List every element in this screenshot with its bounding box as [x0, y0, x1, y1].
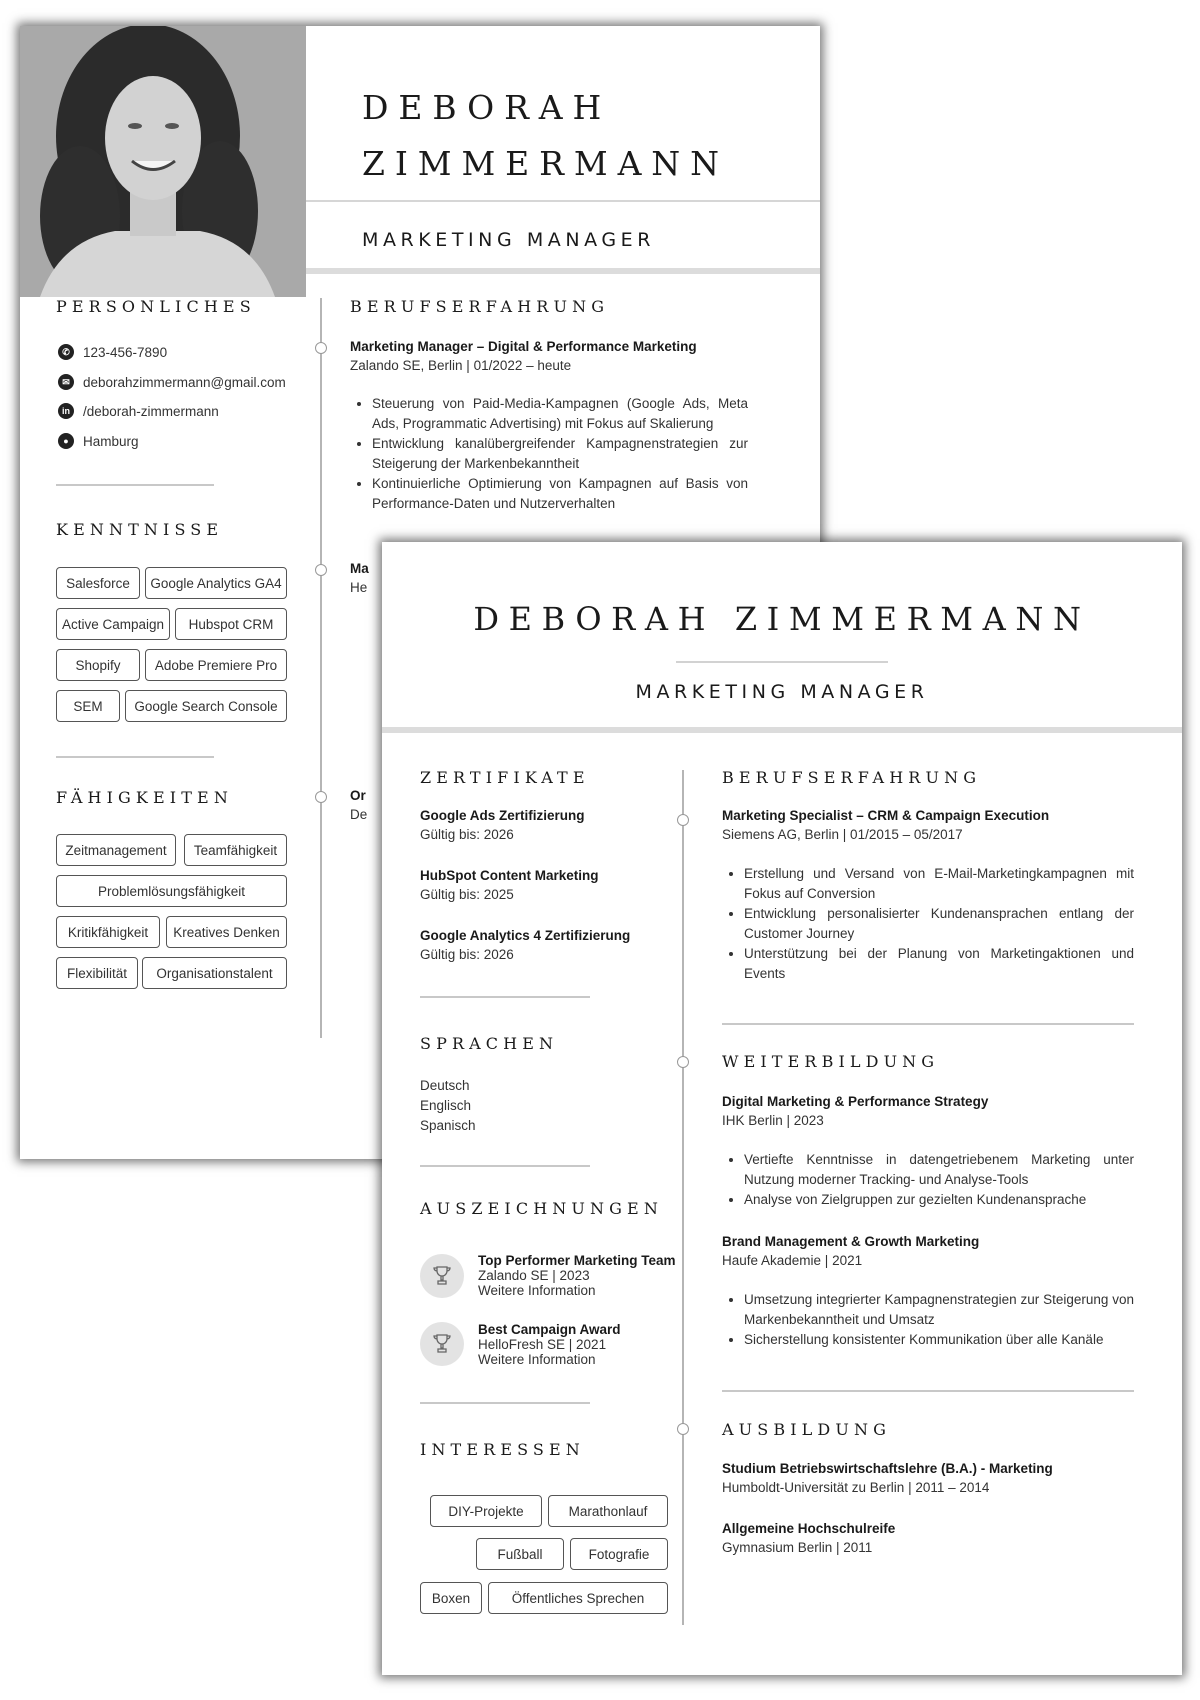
- job-bullets: [722, 864, 1134, 984]
- timeline-dot: [677, 814, 689, 826]
- divider: [722, 1390, 1134, 1392]
- bullet-item: • Erstellung und Versand von E-Mail-Marketingkampagnen mit Fokus auf Conversion: [744, 864, 1134, 904]
- job-title: Marketing Specialist – CRM & Campaign Execution: [722, 808, 1050, 823]
- skill-tag: Active Campaign: [56, 608, 170, 640]
- certificate-name: HubSpot Content Marketing: [420, 868, 599, 883]
- skill-tag: Google Analytics GA4: [145, 567, 287, 599]
- phone-text: 123-456-7890: [83, 344, 168, 360]
- profile-photo: [20, 26, 306, 297]
- course-title: Digital Marketing & Performance Strategy: [722, 1094, 989, 1109]
- linkedin-icon: in: [58, 403, 74, 419]
- job-title-heading: MARKETING MANAGER: [635, 681, 929, 703]
- timeline-dot: [315, 342, 327, 354]
- interest-tag: Fußball: [476, 1538, 564, 1570]
- interest-tag: Boxen: [420, 1582, 482, 1614]
- name-last: ZIMMERMANN: [362, 144, 729, 183]
- divider: [722, 1023, 1134, 1025]
- resume-page-front: [382, 542, 1182, 1675]
- timeline-dot: [677, 1056, 689, 1068]
- skill-tag: Hubspot CRM: [175, 608, 287, 640]
- section-title-training: WEITERBILDUNG: [722, 1052, 940, 1071]
- linkedin-text: /deborah-zimmermann: [83, 403, 219, 419]
- divider: [56, 756, 214, 758]
- award-title: Best Campaign Award: [478, 1322, 621, 1337]
- job-title-partial: Ma: [350, 561, 369, 576]
- bullet-item: • Entwicklung personalisierter Kundenansprachen entlang der Customer Journey: [744, 904, 1134, 944]
- contact-city: [58, 433, 139, 449]
- skill-tag: Google Search Console: [125, 690, 287, 722]
- interest-tag: DIY-Projekte: [430, 1495, 542, 1527]
- skill-tag: SEM: [56, 690, 120, 722]
- degree-title: Allgemeine Hochschulreife: [722, 1521, 896, 1536]
- job-company-partial: He: [350, 580, 368, 595]
- divider: [420, 1402, 590, 1404]
- interest-tag: Fotografie: [570, 1538, 668, 1570]
- bullet-item: • Umsetzung integrierter Kampagnenstrategien zur Steigerung von Markenbekanntheit und Umsatz: [744, 1290, 1134, 1330]
- location-pin-icon: ●: [58, 433, 74, 449]
- email-icon: ✉: [58, 374, 74, 390]
- section-title-interests: INTERESSEN: [420, 1440, 585, 1459]
- award-more: Weitere Information: [478, 1352, 596, 1367]
- skill-tag: Shopify: [56, 649, 140, 681]
- job-title: Marketing Manager – Digital & Performance Marketing: [350, 339, 697, 354]
- ability-tag: Kreatives Denken: [166, 916, 287, 948]
- degree-title: Studium Betriebswirtschaftslehre (B.A.) - Marketing: [722, 1461, 1053, 1476]
- course-org: IHK Berlin | 2023: [722, 1113, 824, 1128]
- header-bottom-bar: [382, 727, 1182, 733]
- bullet-item: • Vertiefte Kenntnisse in datengetriebenem Marketing unter Nutzung moderner Tracking- und Analyse-Tools: [744, 1150, 1134, 1190]
- ability-tag: Problemlösungsfähigkeit: [56, 875, 287, 907]
- header-divider: [676, 661, 888, 663]
- header-bottom-bar: [306, 268, 820, 274]
- section-title-awards: AUSZEICHNUNGEN: [420, 1199, 663, 1218]
- award-more: Weitere Information: [478, 1283, 596, 1298]
- bullet-item: • Entwicklung kanalübergreifender Kampagnenstrategien zur Steigerung der Markenbekanntheit: [372, 434, 748, 474]
- section-title-education: AUSBILDUNG: [722, 1420, 891, 1439]
- award-title: Top Performer Marketing Team: [478, 1253, 676, 1268]
- ability-tag: Teamfähigkeit: [184, 834, 287, 866]
- job-company-partial: De: [350, 807, 368, 822]
- contact-phone: [58, 344, 167, 360]
- certificate-validity: Gültig bis: 2026: [420, 827, 514, 842]
- course-bullets: [722, 1150, 1134, 1210]
- section-title-languages: SPRACHEN: [420, 1034, 559, 1053]
- section-title-abilities: FÄHIGKEITEN: [56, 788, 233, 807]
- award-org: Zalando SE | 2023: [478, 1268, 590, 1283]
- name-heading: DEBORAH ZIMMERMANN: [473, 600, 1091, 638]
- language-item: Spanisch: [420, 1118, 476, 1133]
- degree-org: Humboldt-Universität zu Berlin | 2011 – 2014: [722, 1480, 990, 1495]
- divider: [420, 996, 590, 998]
- header-name-block: [306, 26, 820, 297]
- phone-icon: ✆: [58, 344, 74, 360]
- course-org: Haufe Akademie | 2021: [722, 1253, 863, 1268]
- certificate-validity: Gültig bis: 2025: [420, 887, 514, 902]
- timeline-dot: [677, 1423, 689, 1435]
- timeline-line: [682, 770, 684, 1625]
- ability-tag: Flexibilität: [56, 957, 138, 989]
- section-title-personal: PERSONLICHES: [56, 297, 256, 316]
- job-company: Zalando SE, Berlin | 01/2022 – heute: [350, 358, 572, 373]
- job-bullets: [350, 394, 748, 514]
- bullet-item: • Kontinuierliche Optimierung von Kampagnen auf Basis von Performance-Daten und Nutzerverhalten: [372, 474, 748, 514]
- job-company: Siemens AG, Berlin | 01/2015 – 05/2017: [722, 827, 963, 842]
- city-text: Hamburg: [83, 433, 139, 449]
- bullet-item: • Unterstützung bei der Planung von Marketingaktionen und Events: [744, 944, 1134, 984]
- portrait-image: [20, 26, 306, 297]
- trophy-icon: [420, 1254, 464, 1298]
- ability-tag: Zeitmanagement: [56, 834, 176, 866]
- section-title-skills: KENNTNISSE: [56, 520, 224, 539]
- skill-tag: Adobe Premiere Pro: [145, 649, 287, 681]
- bullet-item: • Sicherstellung konsistenter Kommunikation über alle Kanäle: [744, 1330, 1134, 1350]
- course-title: Brand Management & Growth Marketing: [722, 1234, 980, 1249]
- ability-tag: Kritikfähigkeit: [56, 916, 160, 948]
- interest-tag: Öffentliches Sprechen: [488, 1582, 668, 1614]
- job-title-heading: MARKETING MANAGER: [362, 229, 655, 251]
- certificate-name: Google Analytics 4 Zertifizierung: [420, 928, 631, 943]
- timeline-dot: [315, 564, 327, 576]
- interest-tag: Marathonlauf: [548, 1495, 668, 1527]
- contact-linkedin: [58, 403, 219, 419]
- certificate-name: Google Ads Zertifizierung: [420, 808, 585, 823]
- timeline-line: [320, 298, 322, 1038]
- bullet-item: • Analyse von Zielgruppen zur gezielten Kundenansprache: [744, 1190, 1134, 1210]
- certificate-validity: Gültig bis: 2026: [420, 947, 514, 962]
- skill-tag: Salesforce: [56, 567, 140, 599]
- course-bullets: [722, 1290, 1134, 1350]
- timeline-dot: [315, 791, 327, 803]
- email-text: deborahzimmermann@gmail.com: [83, 374, 286, 390]
- language-item: Englisch: [420, 1098, 472, 1113]
- job-title-partial: Or: [350, 788, 366, 803]
- divider: [420, 1165, 590, 1167]
- header-divider: [306, 200, 820, 202]
- divider: [56, 484, 214, 486]
- award-org: HelloFresh SE | 2021: [478, 1337, 607, 1352]
- section-title-certificates: ZERTIFIKATE: [420, 768, 590, 787]
- trophy-icon: [420, 1322, 464, 1366]
- ability-tag: Organisationstalent: [142, 957, 287, 989]
- section-title-experience: BERUFSERFAHRUNG: [350, 297, 610, 316]
- bullet-item: • Steuerung von Paid-Media-Kampagnen (Google Ads, Meta Ads, Programmatic Advertising) mit Fokus auf Skalierung: [372, 394, 748, 434]
- degree-org: Gymnasium Berlin | 2011: [722, 1540, 873, 1555]
- language-item: Deutsch: [420, 1078, 470, 1093]
- name-first: DEBORAH: [362, 88, 612, 127]
- section-title-experience: BERUFSERFAHRUNG: [722, 768, 982, 787]
- contact-email: [58, 374, 286, 390]
